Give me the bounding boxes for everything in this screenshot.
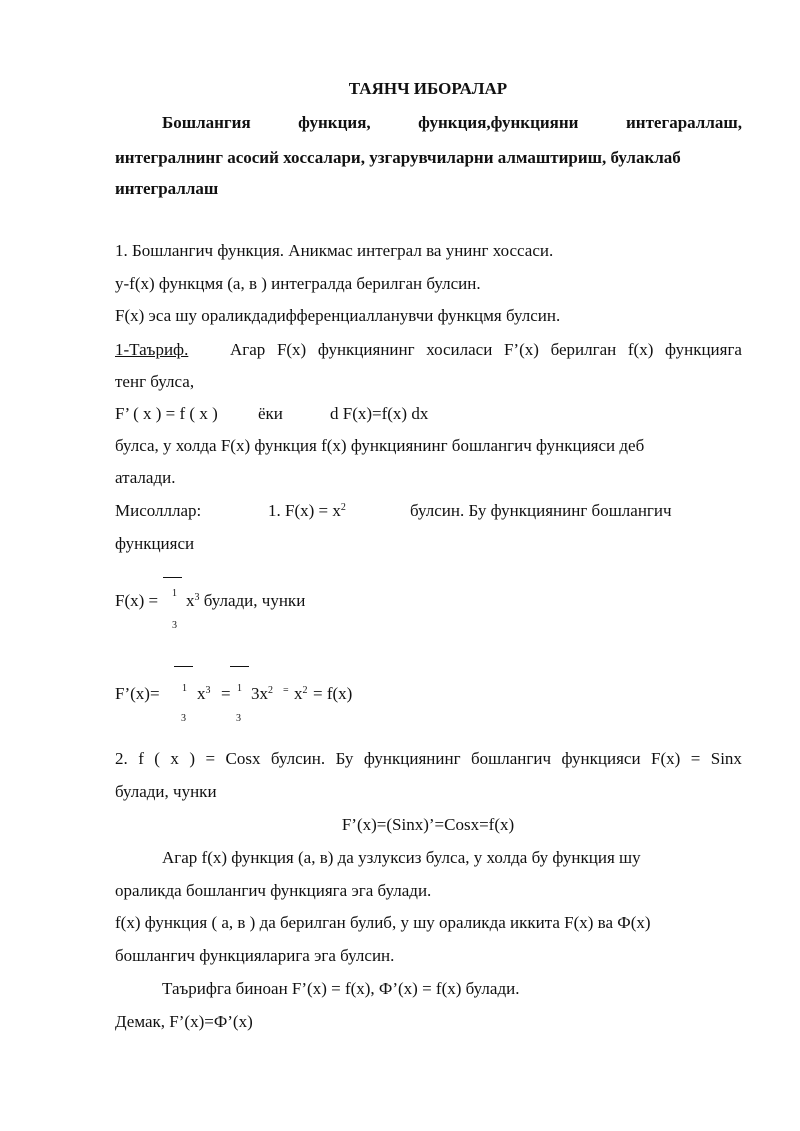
paragraph-line: f(x) функция ( a, в ) да берилган булиб, у шу ораликда иккита F(x) ва Ф(x): [115, 913, 651, 932]
example-2-line-2: булади, чунки: [115, 782, 217, 801]
example-1-exponent: 2: [340, 502, 346, 513]
dfx-rhs: = f(x): [313, 684, 353, 703]
word: функция,функцияни: [418, 113, 579, 132]
dfx-lhs: F’(x)=: [115, 684, 160, 703]
dfx-term-1: [197, 683, 211, 705]
fx-x: x: [186, 591, 195, 610]
word: функцияси: [561, 749, 641, 768]
example-2-line-1: [115, 748, 742, 770]
word: (: [154, 749, 160, 768]
section-heading: 1. Бошлангич функция. Аникмас интеграл ва унинг хоссаси.: [115, 241, 554, 260]
word: функциянинг: [363, 749, 461, 768]
word: F(x): [276, 340, 307, 359]
word: f(x): [627, 340, 654, 359]
word: функцияга: [665, 340, 742, 359]
fx-tail: булади, чунки: [203, 591, 306, 610]
example-1-formula: [268, 500, 346, 522]
word: =: [205, 749, 216, 768]
dfx-exponent-2: 2: [268, 685, 273, 696]
dfx-x1: x: [197, 684, 206, 703]
equation-2: d F(x)=f(x) dx: [330, 404, 429, 423]
example-1-line-2: функцияси: [115, 534, 195, 553]
paragraph-line: y-f(x) функцмя (a, в ) интегралда берилган булсин.: [115, 274, 481, 293]
paragraph-line: бошлангич функцияларига эга булсин.: [115, 946, 395, 965]
word: Бу: [335, 749, 354, 768]
word: Cosx: [225, 749, 261, 768]
dfx-equals-small: =: [283, 685, 289, 696]
keywords-line-3: интеграллаш: [115, 179, 219, 198]
fx-denominator: 3: [172, 620, 177, 631]
dfx-equals-1: =: [221, 684, 231, 703]
dfx-term-2: [251, 683, 273, 705]
example-1-tail: булсин. Бу функциянинг бошлангич: [410, 501, 672, 520]
dfx-term-3: [294, 683, 308, 705]
examples-label: Мисолллар:: [115, 501, 202, 520]
definition-label: [115, 339, 188, 361]
word: =: [690, 749, 701, 768]
dfx-denominator-2: 3: [236, 713, 241, 724]
word: Бошлангия: [162, 113, 251, 132]
dfx-numerator-1: 1: [182, 683, 187, 694]
word: интегараллаш,: [625, 113, 742, 132]
word: x: [170, 749, 179, 768]
definition-line-2: тенг булса,: [115, 372, 195, 391]
definition-line-1: [230, 339, 742, 361]
word: функциянинг: [317, 340, 415, 359]
word: хосиласи: [426, 340, 493, 359]
example-1-text: 1. F(x) = x: [268, 501, 341, 520]
fraction-bar: [163, 577, 182, 578]
paragraph-line: ораликда бошлангич функцияга эга булади.: [115, 881, 432, 900]
fx-term: [186, 590, 305, 612]
word: Агар: [230, 340, 266, 359]
dfx-exponent-1: 3: [205, 685, 211, 696]
paragraph-line: Агар f(x) функция (a, в) да узлуксиз булса, у холда бу функция шу: [162, 848, 641, 867]
dfx-denominator-1: 3: [181, 713, 186, 724]
word: F’(x): [503, 340, 539, 359]
word: f: [138, 749, 144, 768]
definition-label-text: 1-Таъриф.: [115, 340, 189, 359]
paragraph-line: F(x) эса шу ораликдадифференциалланувчи функцмя булсин.: [115, 306, 561, 325]
paragraph-line: Таърифга биноан F’(x) = f(x), Ф’(x) = f(x) булади.: [162, 979, 520, 998]
fraction-bar: [230, 666, 249, 667]
dfx-numerator-2: 1: [237, 683, 242, 694]
word: функция,: [298, 113, 371, 132]
paragraph-line: Демак, F’(x)=Ф’(x): [115, 1012, 253, 1031]
equation-or: ёки: [258, 404, 283, 423]
word: Sinx: [710, 749, 742, 768]
word: ): [189, 749, 196, 768]
equation-1: F’ ( x ) = f ( x ): [115, 404, 218, 423]
page-title: ТАЯНЧ ИБОРАЛАР: [348, 79, 508, 98]
paragraph-line: булса, у холда F(x) функция f(x) функциянинг бошлангич функцияси деб: [115, 436, 645, 455]
fraction-bar: [174, 666, 193, 667]
word: F(x): [651, 749, 681, 768]
fx-exponent: 3: [194, 592, 200, 603]
word: 2.: [115, 749, 128, 768]
fx-numerator: 1: [172, 588, 177, 599]
word: бошлангич: [471, 749, 552, 768]
dfx-exponent-3: 2: [302, 685, 308, 696]
word: берилган: [550, 340, 617, 359]
example-2-formula: F’(x)=(Sinx)’=Cosx=f(x): [341, 815, 515, 834]
fx-lhs: F(x) =: [115, 591, 159, 610]
keywords-line-1: [162, 112, 742, 134]
word: булсин.: [270, 749, 326, 768]
keywords-line-2: интегралнинг асосий хоссалари, узгарувчиларни алмаштириш, булаклаб: [115, 148, 681, 167]
dfx-3x: 3x: [251, 684, 268, 703]
paragraph-line: аталади.: [115, 468, 176, 487]
dfx-x3: x: [294, 684, 303, 703]
